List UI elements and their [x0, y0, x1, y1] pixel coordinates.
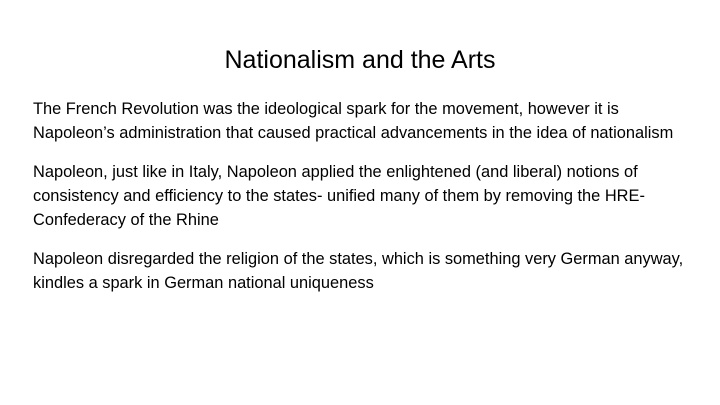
body-paragraph-3: Napoleon disregarded the religion of the states, which is something very German anyway, kindles a spark in German national uniqueness: [33, 250, 684, 292]
slide-body: [33, 97, 693, 310]
slide-title: Nationalism and the Arts: [224, 46, 496, 74]
body-paragraph-2: Napoleon, just like in Italy, Napoleon applied the enlightened (and liberal) notions of consistency and efficiency to the states- unified many of them by removing the HRE- Confederacy of the Rhine: [33, 163, 645, 229]
body-paragraph-1: The French Revolution was the ideological spark for the movement, however it is Napoleon’s administration that caused practical advancements in the idea of nationalism: [33, 100, 674, 142]
